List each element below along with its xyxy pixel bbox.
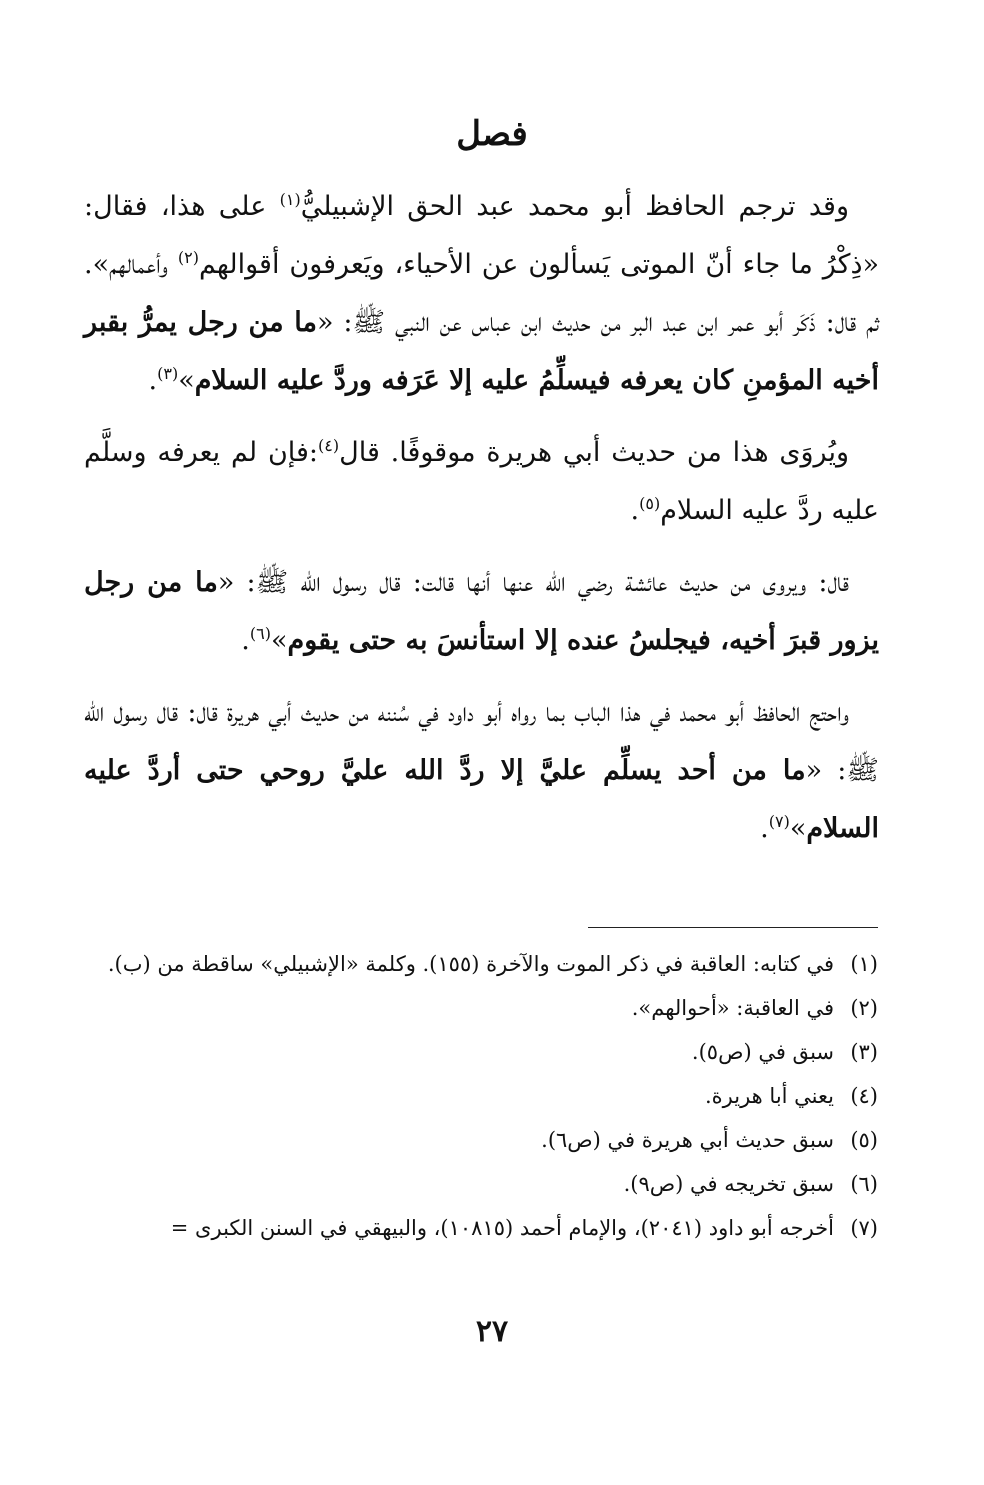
footnote-item <box>76 1074 878 1118</box>
footnote-text: يعني أبا هريرة. <box>704 1084 834 1108</box>
hadith-quote: ما من رجل يمرُّ بقبر أخيه المؤمنِ كان يعرفه فيسلِّمُ عليه إلا عَرَفه وردَّ عليه السلام <box>84 307 879 396</box>
paragraph-text: على هذا، فقال: «ذِكْرُ ما جاء أنّ الموتى يَسألون عن الأحياء، ويَعرفون أقوالهم <box>84 191 880 280</box>
footnote-number: (٤) <box>850 1084 878 1108</box>
footnote-number: (١) <box>850 952 878 976</box>
footnote-number: (٢) <box>850 996 878 1020</box>
footnote-ref-2[interactable]: (٢) <box>177 248 199 267</box>
footnote-text: في كتابه: العاقبة في ذكر الموت والآخرة (١٥٥). وكلمة «الإشبيلي» ساقطة من (ب). <box>107 952 834 976</box>
footnote-item <box>76 1206 878 1250</box>
paragraph-4 <box>84 684 879 858</box>
paragraph-text: :فإن لم يعرفه وسلَّم عليه ردَّ عليه السلام <box>84 437 879 526</box>
quote-close: » <box>270 625 288 656</box>
paragraph-text: ويُروَى هذا من حديث أبي هريرة موقوفًا. قال <box>339 437 850 468</box>
paragraph-text: واحتج الحافظ أبو محمد في هذا الباب بما رواه أبو داود في سُننه من حديث أبي هريرة قال: قال رسول الله ﷺ: « <box>84 697 879 786</box>
footnote-number: (٣) <box>850 1040 878 1064</box>
footnote-item <box>76 986 878 1030</box>
paragraph-1 <box>84 178 879 410</box>
footnotes <box>76 942 878 1250</box>
hadith-quote: ما من أحد يسلِّم عليَّ إلا ردَّ الله عليَّ روحي حتى أردَّ عليه السلام <box>84 755 879 844</box>
period: . <box>630 495 640 526</box>
footnote-item <box>76 1162 878 1206</box>
period: . <box>241 625 250 656</box>
footnote-ref-3[interactable]: (٣) <box>157 364 179 383</box>
paragraph-text: وقد ترجم الحافظ أبو محمد عبد الحق الإشبيليُّ <box>300 191 849 222</box>
footnote-text: سبق في (ص٥). <box>691 1040 834 1064</box>
footnote-number: (٥) <box>850 1128 878 1152</box>
period: . <box>148 365 158 396</box>
page-number: ٢٧ <box>475 1314 509 1349</box>
paragraph-2 <box>84 424 879 540</box>
footnote-number: (٧) <box>850 1216 878 1240</box>
footnote-item <box>76 1030 878 1074</box>
section-heading: فصل <box>456 114 528 154</box>
period: . <box>760 813 769 844</box>
footnote-text: سبق حديث أبي هريرة في (ص٦). <box>541 1128 834 1152</box>
footnote-ref-1[interactable]: (١) <box>279 190 301 209</box>
footnote-number: (٦) <box>850 1172 878 1196</box>
paragraph-text: وأعمالهم». ثم قال: ذَكَر أبو عمر ابن عبد البر من حديث ابن عباس عن النبي ﷺ: « <box>84 249 879 338</box>
footnote-text: أخرجه أبو داود (٢٠٤١)، والإمام أحمد (١٠٨١٥)، والبيهقي في السنن الكبرى = <box>170 1216 834 1240</box>
quote-close: » <box>789 813 807 844</box>
footnote-separator <box>588 927 878 928</box>
main-text <box>84 178 879 872</box>
footnote-ref-4[interactable]: (٤) <box>318 436 340 455</box>
paragraph-3 <box>84 554 879 670</box>
footnote-ref-7[interactable]: (٧) <box>768 812 790 831</box>
footnote-text: سبق تخريجه في (ص٩). <box>623 1172 834 1196</box>
quote-close: » <box>178 365 195 396</box>
footnote-ref-5[interactable]: (٥) <box>639 494 661 513</box>
footnote-item <box>76 1118 878 1162</box>
hadith-quote: ما من رجل يزور قبرَ أخيه، فيجلسُ عنده إلا استأنسَ به حتى يقوم <box>84 567 879 656</box>
footnote-text: في العاقبة: «أحوالهم». <box>631 996 834 1020</box>
footnote-ref-6[interactable]: (٦) <box>249 624 271 643</box>
footnote-item <box>76 942 878 986</box>
paragraph-text: قال: ويروى من حديث عائشة رضي الله عنها أنها قالت: قال رسول الله ﷺ: « <box>217 567 849 598</box>
